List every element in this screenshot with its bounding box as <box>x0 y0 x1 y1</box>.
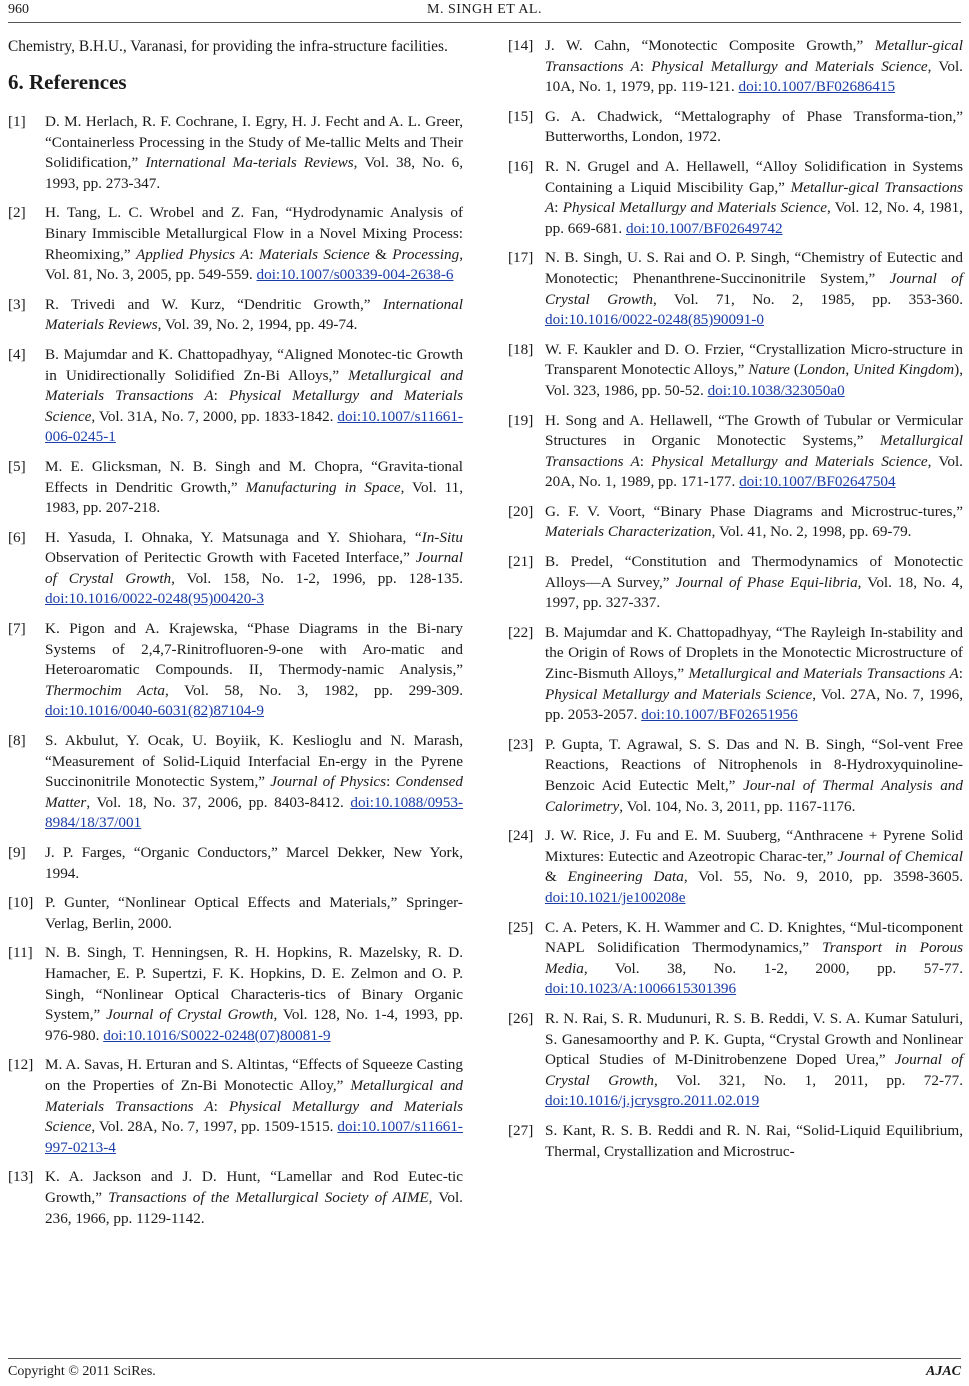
citation-text: , Vol. 20A, No. 1, 1989, pp. 171-177. <box>545 452 963 491</box>
reference-item <box>508 552 963 614</box>
citation-source: International Ma-terials Reviews <box>145 154 354 172</box>
reference-number: [19] <box>508 411 534 429</box>
doi-link[interactable]: doi:10.1007/s11661-006-0245-1 <box>45 407 463 446</box>
citation-source: Journal of Phase Equi-libria <box>675 573 858 591</box>
reference-item <box>8 112 463 194</box>
doi-link[interactable]: doi:10.1016/j.jcrysgro.2011.02.019 <box>545 1092 760 1110</box>
reference-item <box>8 731 463 834</box>
reference-number: [15] <box>508 107 534 125</box>
reference-item <box>8 843 463 884</box>
citation-text: R. N. Rai, S. R. Mudunuri, R. S. B. Reddi, V. S. A. Kumar Satuluri, S. Ganesamoorthy and P. K. Gupta, “Crystal Growth and Nonlinear Optical Studies of M-Dinitrobenzene Doped Urea,” <box>545 1009 963 1069</box>
reference-number: [3] <box>8 295 26 313</box>
citation-text: : <box>213 387 229 405</box>
journal-abbreviation: AJAC <box>925 1364 961 1379</box>
citation-source: Physical Metallurgy and Materials Science <box>45 1097 463 1136</box>
reference-item <box>8 1055 463 1158</box>
doi-link[interactable]: doi:10.1007/s11661-997-0213-4 <box>45 1118 463 1156</box>
citation-source: Nature <box>748 361 790 379</box>
citation-text: K. Pigon and A. Krajewska, “Phase Diagrams in the Bi-nary Systems of 2,4,7-Rinitrofluoren-9-one with Aro-matic and Heteroaromatic Compounds. II, Thermody-namic Analysis,” <box>45 620 463 679</box>
reference-number: [20] <box>508 502 534 520</box>
citation-source: International Materials Reviews <box>45 295 463 334</box>
citation-text: , Vol. 55, No. 9, 2010, pp. 3598-3605. <box>683 868 963 886</box>
reference-item <box>508 918 963 1000</box>
reference-number: [22] <box>508 623 534 641</box>
doi-link[interactable]: doi:10.1007/BF02647504 <box>739 473 896 491</box>
reference-item <box>508 248 963 330</box>
citation-text: , Vol. 104, No. 3, 2011, pp. 1167-1176. <box>619 797 856 815</box>
citation-text: , Vol. 38, No. 6, 1993, pp. 273-347. <box>45 154 463 192</box>
citation-text: G. A. Chadwick, “Mettalography of Phase Transforma-tion,” Butterworths, London, 1972. <box>545 107 963 146</box>
citation-source: Thermochim Acta <box>45 681 165 699</box>
reference-item <box>508 502 963 543</box>
doi-link[interactable]: doi:10.1016/0022-0248(85)90091-0 <box>545 311 764 329</box>
citation-source: Physical Metallurgy and Materials Science <box>45 387 463 425</box>
reference-item <box>8 345 463 448</box>
reference-item <box>508 411 963 493</box>
citation-source: In-Situ <box>421 528 463 546</box>
citation-text: H. Song and A. Hellawell, “The Growth of Tubular or Vermicular Structures in Organic Monotectic Systems,” <box>545 411 963 450</box>
header-rule <box>8 22 961 23</box>
reference-number: [24] <box>508 827 534 845</box>
reference-number: [9] <box>8 844 26 861</box>
acknowledgement-text: Chemistry, B.H.U., Varanasi, for providing the infra-structure facilities. <box>8 38 448 55</box>
reference-item <box>508 826 963 908</box>
citation-source: Journal of Crystal Growth <box>545 269 963 308</box>
citation-text: W. F. Kaukler and D. O. Frzier, “Crystallization Micro-structure in Transparent Monotectic Alloys,” <box>545 340 963 379</box>
reference-list-left <box>8 112 463 1229</box>
reference-number: [14] <box>508 37 534 54</box>
citation-text: M. A. Savas, H. Erturan and S. Altintas, “Effects of Squeeze Casting on the Properties of Zn-Bi Monotectic Alloy,” <box>45 1056 463 1094</box>
doi-link[interactable]: doi:10.1016/0022-0248(95)00420-3 <box>45 590 264 608</box>
citation-text: P. Gupta, T. Agrawal, S. S. Das and N. B. Singh, “Sol-vent Free Reactions, Reactions of Nitrophenols in 8-Hydroxyquinoline-Benzoic Acid Eutectic Melt,” <box>545 735 963 794</box>
citation-source: Metallur-gical Transactions A <box>545 178 963 217</box>
citation-text: : <box>554 199 563 217</box>
citation-text: M. E. Glicksman, N. B. Singh and M. Chopra, “Gravita-tional Effects in Dendritic Growth,” <box>45 457 463 496</box>
citation-text: C. A. Peters, K. H. Wammer and C. D. Knightes, “Mul-ticomponent NAPL Solidification Thermodynamics,” <box>545 918 963 957</box>
citation-text: & <box>545 868 568 886</box>
citation-text: N. B. Singh, U. S. Rai and O. P. Singh, “Chemistry of Eutectic and Monotectic; Phenanthrene-Succinonitrile System,” <box>545 249 963 287</box>
citation-text: : <box>213 1097 229 1115</box>
reference-number: [1] <box>8 113 26 130</box>
citation-source: Metallurgical Transactions A <box>545 432 963 470</box>
citation-text: N. B. Singh, T. Henningsen, R. H. Hopkins, R. Mazelsky, R. D. Hamacher, E. P. Supertzi, F. K. Hopkins, D. E. Zelmon and O. P. Singh, “Nonlinear Optical Characteris-tics of Binary Organic System,” <box>45 944 463 1024</box>
citation-source: London <box>798 361 846 379</box>
reference-number: [13] <box>8 1168 34 1186</box>
reference-item <box>508 107 963 148</box>
doi-link[interactable]: doi:10.1023/A:1006615301396 <box>545 980 737 998</box>
reference-item <box>8 528 463 610</box>
citation-source: Jour-nal of Thermal Analysis and Calorimetry <box>545 777 963 815</box>
reference-item <box>8 943 463 1046</box>
reference-number: [2] <box>8 204 26 222</box>
citation-source: Manufacturing in Space <box>245 478 401 496</box>
reference-item <box>8 295 463 336</box>
citation-text: : <box>639 452 652 470</box>
reference-item <box>8 457 463 519</box>
citation-text: D. M. Herlach, R. F. Cochrane, I. Egry, H. J. Fecht and A. L. Greer, “Containerless Processing in the Study of Me-tallic Melts and Their Solidification,” <box>45 113 463 172</box>
citation-source: Metallur-gical Transactions A <box>545 37 963 75</box>
citation-text: , Vol. 10A, No. 1, 1979, pp. 119-121. <box>545 57 963 96</box>
page-number: 960 <box>8 2 29 17</box>
citation-text: , Vol. 321, No. 1, 2011, pp. 72-77. <box>653 1071 963 1089</box>
reference-item <box>8 893 463 934</box>
doi-link[interactable]: doi:10.1007/BF02651956 <box>641 706 798 724</box>
citation-source: Transactions of the Metallurgical Society of AIME <box>108 1188 429 1206</box>
reference-item <box>508 36 963 98</box>
reference-number: [6] <box>8 528 26 546</box>
citation-text: ( <box>789 361 799 379</box>
citation-source: Applied Physics A <box>136 245 250 263</box>
citation-source: Metallurgical and Materials Transactions A <box>45 366 463 405</box>
doi-link[interactable]: doi:10.1007/BF02649742 <box>626 219 783 237</box>
citation-source: Materials Characterization <box>545 523 712 541</box>
citation-source: Physical Metallurgy and Materials Science <box>562 199 827 217</box>
reference-item <box>508 157 963 239</box>
citation-text: , Vol. 236, 1966, pp. 1129-1142. <box>45 1188 463 1227</box>
copyright-notice: Copyright © 2011 SciRes. <box>8 1364 156 1379</box>
citation-text: J. P. Farges, “Organic Conductors,” Marcel Dekker, New York, 1994. <box>45 844 463 882</box>
citation-text: , Vol. 71, No. 2, 1985, pp. 353-360. <box>652 290 963 308</box>
citation-text: , Vol. 28A, No. 7, 1997, pp. 1509-1515. <box>91 1118 338 1136</box>
reference-number: [7] <box>8 620 26 638</box>
citation-text: S. Akbulut, Y. Ocak, U. Boyiik, K. Keslioglu and N. Marash, “Measurement of Solid-Liquid Interfacial En-ergy in the Pyrene Succinonitrile Monotectic System,” <box>45 732 463 791</box>
reference-number: [23] <box>508 735 534 753</box>
citation-source: Journal of Crystal Growth <box>545 1051 964 1089</box>
citation-text: , Vol. 18, No. 37, 2006, pp. 8403-8412. <box>86 793 351 811</box>
reference-number: [21] <box>508 553 534 571</box>
citation-text: , Vol. 11, 1983, pp. 207-218. <box>45 478 463 517</box>
citation-source: Condensed Matter <box>45 773 463 811</box>
citation-text: : <box>639 57 652 75</box>
reference-number: [26] <box>508 1009 534 1027</box>
citation-source: Physical Metallurgy and Materials Science <box>651 57 928 75</box>
reference-list-right <box>508 36 963 1162</box>
citation-source: United Kingdom <box>853 361 955 379</box>
citation-text: , Vol. 41, No. 2, 1998, pp. 69-79. <box>711 523 912 541</box>
footer-rule <box>8 1358 961 1359</box>
reference-item <box>508 340 963 402</box>
reference-number: [17] <box>508 249 534 267</box>
reference-item <box>8 619 463 722</box>
doi-link[interactable]: doi:10.1007/s00339-004-2638-6 <box>256 266 454 284</box>
reference-number: [4] <box>8 345 26 363</box>
reference-item <box>508 1009 963 1112</box>
doi-link[interactable]: doi:10.1088/0953-8984/18/37/001 <box>45 793 463 832</box>
citation-source: Metallurgical and Materials Transactions A <box>45 1076 464 1115</box>
citation-source: Journal of Crystal Growth <box>106 1006 274 1024</box>
citation-text: Observation of Peritectic Growth with Faceted Interface,” <box>45 549 416 567</box>
citation-text: K. A. Jackson and J. D. Hunt, “Lamellar and Rod Eutec-tic Growth,” <box>45 1168 463 1206</box>
reference-item <box>508 623 963 726</box>
reference-item <box>508 735 963 817</box>
reference-number: [11] <box>8 944 33 962</box>
citation-source: Processing <box>392 245 460 263</box>
citation-text: S. Kant, R. S. B. Reddi and R. N. Rai, “Solid-Liquid Equilibrium, Thermal, Crystallization and Microstruc- <box>545 1121 963 1160</box>
reference-item <box>8 1167 463 1229</box>
citation-text: , Vol. 158, No. 1-2, 1996, pp. 128-135. <box>171 569 463 587</box>
reference-item <box>508 1121 963 1162</box>
citation-text: ), Vol. 323, 1986, pp. 50-52. <box>545 361 963 399</box>
citation-text: B. Majumdar and K. Chattopadhyay, “The Rayleigh In-stability and the Origin of Rows of Droplets in the Monotectic Microstructure of Zinc-Bismuth Alloys,” <box>545 623 963 683</box>
citation-text: , Vol. 18, No. 4, 1997, pp. 327-337. <box>545 573 964 612</box>
citation-text: , Vol. 12, No. 4, 1981, pp. 669-681. <box>545 199 963 237</box>
citation-text: B. Majumdar and K. Chattopadhyay, “Aligned Monotec-tic Growth in Unidirectionally Solidified Zn-Bi Alloys,” <box>45 345 463 384</box>
citation-text: J. W. Cahn, “Monotectic Composite Growth,” <box>545 37 875 54</box>
citation-text: P. Gunter, “Nonlinear Optical Effects and Materials,” Springer-Verlag, Berlin, 2000. <box>45 894 463 932</box>
doi-link[interactable]: doi:10.1038/323050a0 <box>707 381 845 399</box>
reference-number: [18] <box>508 340 534 358</box>
citation-source: Metallurgical and Materials Transactions A <box>688 665 959 683</box>
citation-text: : <box>249 245 259 263</box>
doi-link[interactable]: doi:10.1016/0040-6031(82)87104-9 <box>45 702 264 720</box>
citation-text: , Vol. 27A, No. 7, 1996, pp. 2053-2057. <box>545 685 963 724</box>
citation-source: Journal of Crystal Growth <box>45 549 463 587</box>
reference-item <box>8 203 463 285</box>
reference-number: [10] <box>8 894 34 912</box>
citation-text: , Vol. 39, No. 2, 1994, pp. 49-74. <box>157 316 358 334</box>
doi-link[interactable]: doi:10.1016/S0022-0248(07)80081-9 <box>103 1026 331 1044</box>
citation-source: Physical Metallurgy and Materials Science <box>545 685 813 703</box>
reference-number: [16] <box>508 157 534 175</box>
citation-text: , Vol. 58, No. 3, 1982, pp. 299-309. <box>164 681 463 699</box>
citation-text: H. Tang, L. C. Wrobel and Z. Fan, “Hydrodynamic Analysis of Binary Immiscible Metallurgical Flow in a Novel Mixing Process: Rheomixing,” <box>45 204 463 263</box>
citation-text: , Vol. 81, No. 3, 2005, pp. 549-559. <box>45 245 463 284</box>
citation-text: G. F. V. Voort, “Binary Phase Diagrams and Microstruc-tures,” <box>545 502 963 520</box>
citation-text: : <box>386 773 396 791</box>
citation-text: J. W. Rice, J. Fu and E. M. Suuberg, “Anthracene + Pyrene Solid Mixtures: Eutectic and Azeotropic Charac-ter,” <box>545 827 963 865</box>
citation-text: H. Yasuda, I. Ohnaka, Y. Matsunaga and Y. Shiohara, “ <box>45 528 422 546</box>
reference-number: [27] <box>508 1121 534 1139</box>
citation-text: : <box>958 665 963 683</box>
citation-source: Journal of Chemical <box>837 847 963 865</box>
reference-number: [12] <box>8 1056 34 1074</box>
citation-text: R. N. Grugel and A. Hellawell, “Alloy Solidification in Systems Containing a Liquid Miscibility Gap,” <box>545 157 963 196</box>
citation-text: , <box>845 361 854 379</box>
reference-number: [8] <box>8 732 26 750</box>
running-title: M. SINGH ET AL. <box>427 2 542 17</box>
citation-text: & <box>369 245 393 263</box>
left-column <box>8 36 463 1238</box>
reference-number: [25] <box>508 918 534 936</box>
references-heading: 6. References <box>8 70 127 94</box>
citation-text: B. Predel, “Constitution and Thermodynamics of Monotectic Alloys―A Survey,” <box>545 553 963 591</box>
citation-text: , Vol. 128, No. 1-4, 1993, pp. 976-980. <box>45 1006 464 1044</box>
citation-text: R. Trivedi and W. Kurz, “Dendritic Growth,” <box>45 295 383 313</box>
right-column <box>508 36 963 1171</box>
citation-source: Materials Science <box>258 245 370 263</box>
citation-source: Journal of Physics <box>270 773 387 791</box>
reference-number: [5] <box>8 457 26 475</box>
doi-link[interactable]: doi:10.1021/je100208e <box>545 888 686 906</box>
citation-source: Physical Metallurgy and Materials Science <box>651 452 928 470</box>
citation-source: Engineering Data <box>567 868 684 886</box>
citation-source: Transport in Porous Media <box>545 939 963 977</box>
doi-link[interactable]: doi:10.1007/BF02686415 <box>738 78 896 96</box>
citation-text: , Vol. 38, No. 1-2, 2000, pp. 57-77. <box>583 959 963 977</box>
citation-text: , Vol. 31A, No. 7, 2000, pp. 1833-1842. <box>91 407 338 425</box>
